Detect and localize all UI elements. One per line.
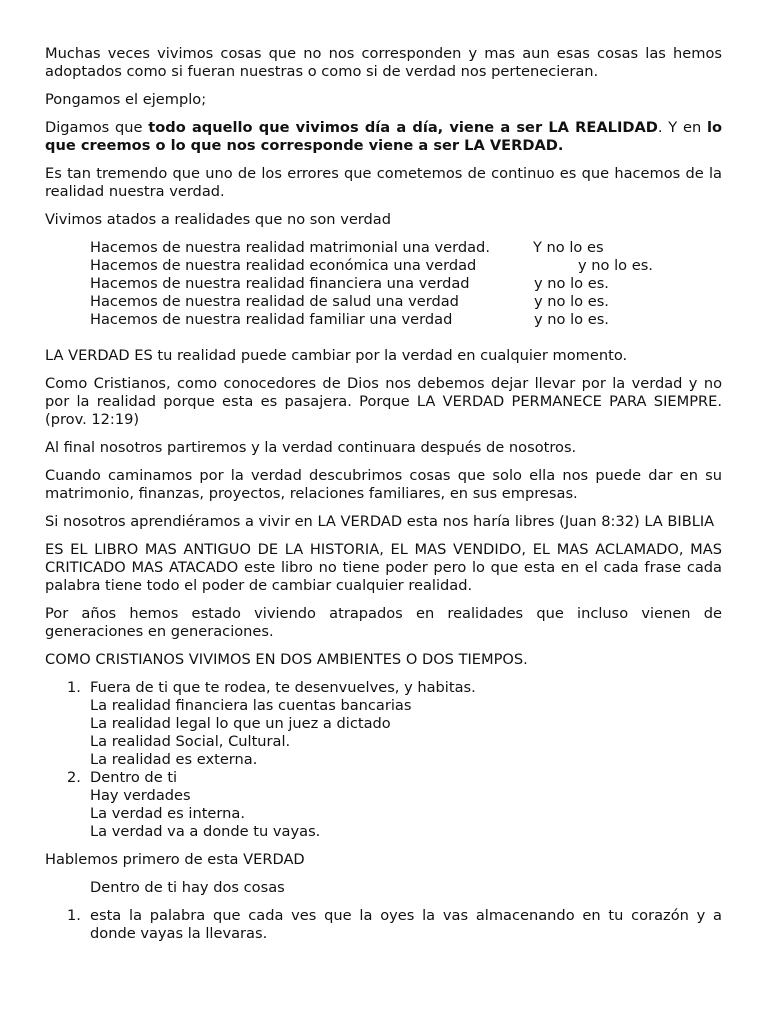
paragraph-juan: Si nosotros aprendiéramos a vivir en LA VERDAD esta nos haría libres (Juan 8:32) LA BIBLIA [45,513,715,530]
paragraph-example: Pongamos el ejemplo; [45,91,207,108]
realidad-row [90,239,722,257]
realidad-verdict: y no lo es. [534,311,609,328]
realidad-row [90,311,722,329]
list-item-line: La realidad financiera las cuentas bancarias [90,697,412,714]
realidad-statement: Hacemos de nuestra realidad matrimonial una verdad. [90,239,490,256]
realidad-verdict: Y no lo es [533,239,604,256]
paragraph-dos-cosas: Dentro de ti hay dos cosas [90,879,285,896]
ambientes-list [45,679,722,841]
realidad-verdict: y no lo es. [578,257,653,274]
list-item-line: Hay verdades [90,787,191,804]
paragraph-error: Es tan tremendo que uno de los errores que cometemos de continuo es que hacemos de la realidad nuestra verdad. [45,165,722,200]
list-item-line: La verdad es interna. [90,805,245,822]
paragraph-cristianos: Como Cristianos, como conocedores de Dios nos debemos dejar llevar por la verdad y no por la realidad porque esta es pasajera. Porque LA VERDAD PERMANECE PARA SIEMPRE. (prov. 12:19) [45,375,722,428]
paragraph-hablemos: Hablemos primero de esta VERDAD [45,851,305,868]
list-item [45,679,722,769]
paragraph-atados: Vivimos atados a realidades que no son verdad [45,211,392,228]
list-item-line: La verdad va a donde tu vayas. [90,823,321,840]
list-item [45,769,722,841]
bold-text-realidad: todo aquello que vivimos día a día, viene a ser LA REALIDAD [148,119,658,136]
paragraph-biblia: ES EL LIBRO MAS ANTIGUO DE LA HISTORIA, EL MAS VENDIDO, EL MAS ACLAMADO, MAS CRITICADO MAS ATACADO este libro no tiene poder pero lo que esta en el cada frase cada palabra tiene todo el poder de cambiar cualquier realidad. [45,541,722,594]
realidad-statement: Hacemos de nuestra realidad familiar una verdad [90,311,453,328]
realidad-statement: Hacemos de nuestra realidad económica una verdad [90,257,477,274]
paragraph-final: Al final nosotros partiremos y la verdad continuara después de nosotros. [45,439,577,456]
paragraph-definition [45,119,722,155]
document-body [45,45,722,953]
list-item-line: La realidad legal lo que un juez a dictado [90,715,391,732]
realidades-list [90,239,722,329]
realidad-row [90,257,722,275]
paragraph-caminamos: Cuando caminamos por la verdad descubrimos cosas que solo ella nos puede dar en su matrimonio, finanzas, proyectos, relaciones familiares, en sus empresas. [45,467,722,502]
text-run: Digamos que [45,119,149,136]
paragraph-ambientes: COMO CRISTIANOS VIVIMOS EN DOS AMBIENTES O DOS TIEMPOS. [45,651,528,668]
list-number: 1. [67,907,81,924]
list-item-heading: Dentro de ti [90,769,178,786]
list-item-heading: Fuera de ti que te rodea, te desenvuelves, y habitas. [90,679,476,696]
list-number: 2. [67,769,81,786]
realidad-verdict: y no lo es. [534,275,609,292]
paragraph-generaciones: Por años hemos estado viviendo atrapados en realidades que incluso vienen de generaciones en generaciones. [45,605,722,640]
bold-text-verdad: lo que creemos o lo que nos corresponde viene a ser LA VERDAD. [45,119,722,154]
list-item-text: esta la palabra que cada ves que la oyes la vas almacenando en tu corazón y a donde vayas la llevaras. [90,907,722,942]
list-item [45,907,722,943]
realidad-row [90,275,722,293]
realidad-verdict: y no lo es. [534,293,609,310]
text-run: . Y en [657,119,707,136]
realidad-statement: Hacemos de nuestra realidad financiera una verdad [90,275,470,292]
dos-cosas-list [45,907,722,943]
paragraph-la-verdad: LA VERDAD ES tu realidad puede cambiar por la verdad en cualquier momento. [45,347,628,364]
realidad-statement: Hacemos de nuestra realidad de salud una verdad [90,293,459,310]
list-item-line: La realidad es externa. [90,751,258,768]
realidad-row [90,293,722,311]
paragraph-intro: Muchas veces vivimos cosas que no nos corresponden y mas aun esas cosas las hemos adoptados como si fueran nuestras o como si de verdad nos pertenecieran. [45,45,722,80]
list-number: 1. [67,679,81,696]
list-item-line: La realidad Social, Cultural. [90,733,291,750]
